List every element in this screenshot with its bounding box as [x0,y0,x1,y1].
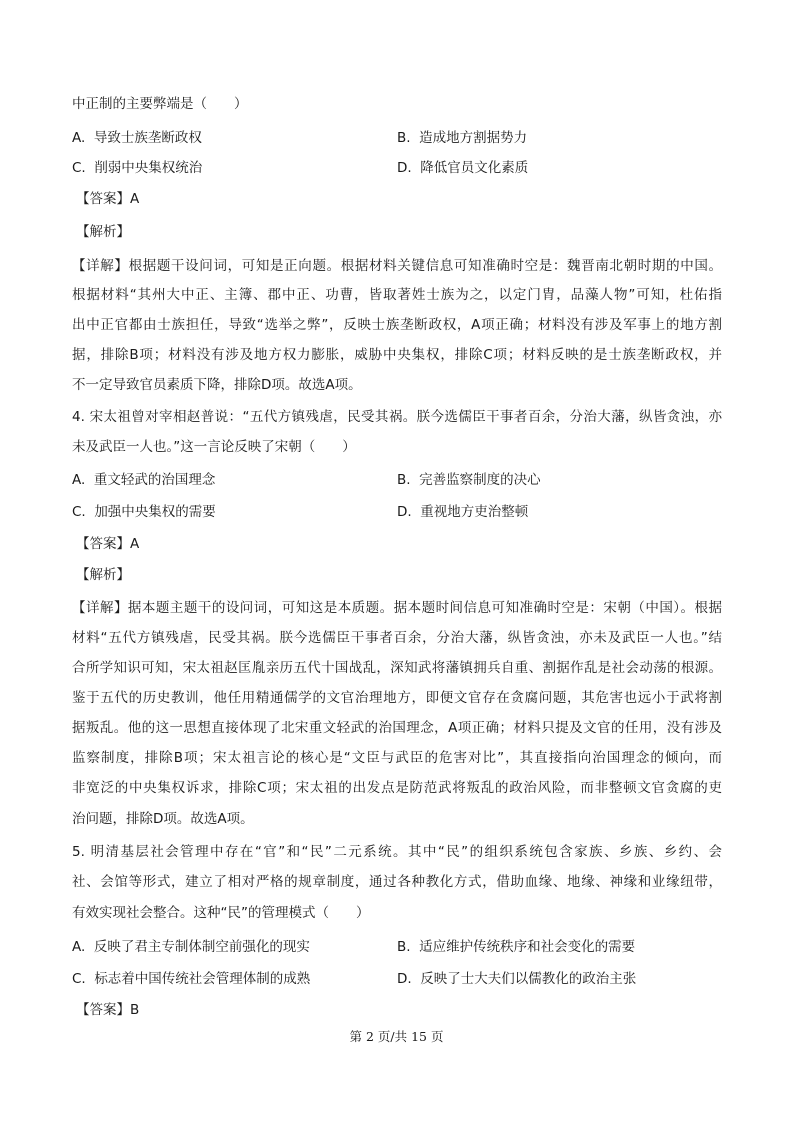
page-footer: 第 2 页/共 15 页 [349,1029,444,1044]
q4-analysis-line: 据叛乱。他的这一思想直接体现了北宋重文轻武的治国理念，A项正确；材料只提及文官的任用，没有涉及 [72,720,722,736]
q5-stem-line: 社、会馆等形式，建立了相对严格的规章制度，通过各种教化方式，借助血缘、地缘、神缘和业缘纽带， [72,874,722,890]
q4-analysis-line: 材料“五代方镇残虐，民受其祸。朕今选儒臣干事者百余，分治大藩，纵皆贪浊，亦未及武臣一人也。”结 [72,630,722,646]
q4-analysis-label: 【解析】 [76,567,130,583]
q3-analysis-label: 【解析】 [76,224,130,240]
q4-analysis-line: 合所学知识可知，宋太祖赵匡胤亲历五代十国战乱，深知武将藩镇拥兵自重、割据作乱是社会动荡的根源。 [72,660,722,676]
q5-stem-line: 有效实现社会整合。这种“民”的管理模式（ ） [72,905,370,921]
q5-option-c: C. 标志着中国传统社会管理体制的成熟 [72,971,311,987]
q4-answer: 【答案】A [76,536,140,552]
q4-stem-line: 未及武臣一人也。”这一言论反映了宋朝（ ） [72,439,356,455]
q5-option-d: D. 反映了士大夫们以儒教化的政治主张 [397,971,637,987]
q3-analysis-line: 据，排除B项；材料没有涉及地方权力膨胀，威胁中央集权，排除C项；材料反映的是士族垄断政权，并 [72,347,722,363]
q3-option-d: D. 降低官员文化素质 [397,160,529,176]
q3-answer: 【答案】A [76,191,140,207]
q4-option-b: B. 完善监察制度的决心 [397,472,541,488]
q3-stem: 中正制的主要弊端是（ ） [72,96,248,112]
q4-option-d: D. 重视地方吏治整顿 [397,504,529,520]
q3-option-c: C. 削弱中央集权统治 [72,160,203,176]
q3-analysis-line: 出中正官都由士族担任，导致“选举之弊”，反映士族垄断政权，A项正确；材料没有涉及军事上的地方割 [72,317,722,333]
q4-analysis-line: 治问题，排除D项。故选A项。 [72,811,254,827]
q4-analysis-line: 监察制度，排除B项；宋太祖言论的核心是“文臣与武臣的危害对比”，其直接指向治国理念的倾向，而 [72,750,722,766]
q4-option-a: A. 重文轻武的治国理念 [72,472,216,488]
q5-option-b: B. 适应维护传统秩序和社会变化的需要 [397,939,636,955]
q3-analysis-line: 【详解】根据题干设问词，可知是正向题。根据材料关键信息可知准确时空是：魏晋南北朝时期的中国。 [72,258,722,274]
q3-option-a: A. 导致士族垄断政权 [72,130,202,146]
q4-option-c: C. 加强中央集权的需要 [72,504,216,520]
q4-analysis-line: 鉴于五代的历史教训，他任用精通儒学的文官治理地方，即便文官存在贪腐问题，其危害也远小于武将割 [72,690,722,706]
q5-stem-line: 5. 明清基层社会管理中存在“官”和“民”二元系统。其中“民”的组织系统包含家族、乡族、乡约、会 [72,844,722,860]
q4-analysis-line: 【详解】据本题主题干的设问词，可知这是本质题。据本题时间信息可知准确时空是：宋朝（中国）。根据 [72,600,722,616]
q4-stem-line: 4. 宋太祖曾对宰相赵普说：“五代方镇残虐，民受其祸。朕今选儒臣干事者百余，分治大藩，纵皆贪浊，亦 [72,409,722,425]
q3-analysis-line: 不一定导致官员素质下降，排除D项。故选A项。 [72,377,362,393]
q3-option-b: B. 造成地方割据势力 [397,130,528,146]
q3-analysis-line: 根据材料“其州大中正、主簿、郡中正、功曹，皆取著姓士族为之，以定门胄，品藻人物”可知，杜佑指 [72,287,722,303]
q5-option-a: A. 反映了君主专制体制空前强化的现实 [72,939,310,955]
q4-analysis-line: 非宽泛的中央集权诉求，排除C项；宋太祖的出发点是防范武将叛乱的政治风险，而非整顿文官贪腐的吏 [72,780,722,796]
q5-answer: 【答案】B [76,1002,140,1018]
